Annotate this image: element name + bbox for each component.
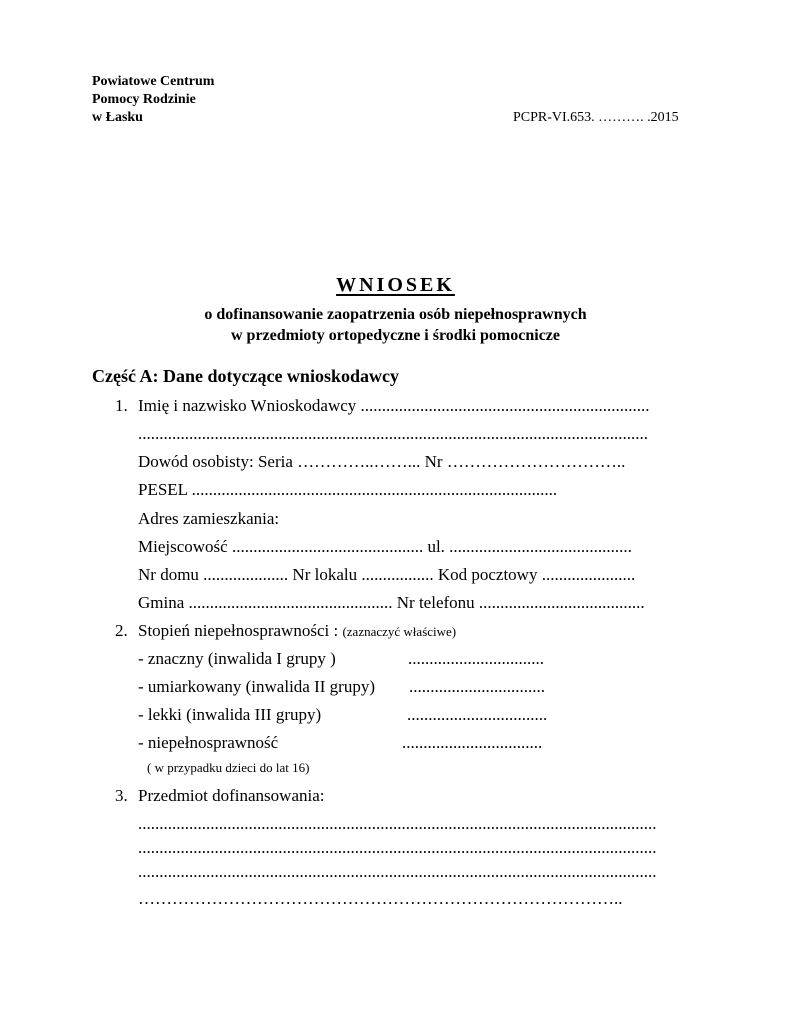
disability-degree-note: (zaznaczyć właściwe) xyxy=(342,624,457,639)
document-title: WNIOSEK xyxy=(336,274,455,296)
institution-name-line-1: Powiatowe Centrum xyxy=(92,74,215,89)
applicant-name-field[interactable]: Imię i nazwisko Wnioskodawcy .................................................................... xyxy=(138,396,650,415)
house-lot-postal-field[interactable]: Nr domu .................... Nr lokalu ................. Kod pocztowy ...................... xyxy=(138,565,636,584)
subsidy-item-field-3[interactable]: .......................................................................................................................... xyxy=(138,862,657,881)
subsidy-item-field-2[interactable]: .......................................................................................................................... xyxy=(138,838,657,857)
disability-degree-text: Stopień niepełnosprawności : xyxy=(138,621,339,640)
disability-degree-label xyxy=(138,621,456,641)
commune-phone-field[interactable]: Gmina ................................................ Nr telefonu ....................................... xyxy=(138,593,645,612)
item-3-number: 3. xyxy=(115,786,128,805)
item-1-number: 1. xyxy=(115,396,128,415)
degree-significant-label: - znaczny (inwalida I grupy ) xyxy=(138,649,336,668)
part-a-heading: Część A: Dane dotyczące wnioskodawcy xyxy=(92,366,399,386)
subsidy-item-field-4[interactable]: ………………………………………………………………………….. xyxy=(138,889,623,908)
degree-light-label: - lekki (inwalida III grupy) xyxy=(138,705,322,724)
degree-disability-field[interactable]: ................................. xyxy=(402,733,543,752)
address-label: Adres zamieszkania: xyxy=(138,509,280,528)
subtitle-line-2: w przedmioty ortopedyczne i środki pomocnicze xyxy=(231,327,560,344)
degree-disability-label: - niepełnosprawność xyxy=(138,733,279,752)
city-street-field[interactable]: Miejscowość ............................................. ul. ........................................... xyxy=(138,537,632,556)
degree-significant-field[interactable]: ................................ xyxy=(408,649,544,668)
institution-name-line-2: Pomocy Rodzinie xyxy=(92,92,196,107)
applicant-name-continuation-field[interactable]: ........................................................................................................................ xyxy=(138,424,648,443)
subsidy-item-field-1[interactable]: .......................................................................................................................... xyxy=(138,814,657,833)
subtitle-line-1: o dofinansowanie zaopatrzenia osób niepełnosprawnych xyxy=(204,306,587,323)
institution-name-line-3: w Łasku xyxy=(92,110,143,125)
children-note: ( w przypadku dzieci do lat 16) xyxy=(147,760,310,775)
pesel-field[interactable]: PESEL ...................................................................................... xyxy=(138,480,558,499)
reference-number: PCPR-VI.653. ………. .2015 xyxy=(513,110,679,125)
item-2-number: 2. xyxy=(115,621,128,640)
degree-light-field[interactable]: ................................. xyxy=(407,705,548,724)
id-card-field[interactable]: Dowód osobisty: Seria …………..……... Nr ………………………….. xyxy=(138,452,626,471)
degree-moderate-label: - umiarkowany (inwalida II grupy) xyxy=(138,677,375,696)
subsidy-item-label: Przedmiot dofinansowania: xyxy=(138,786,325,805)
degree-moderate-field[interactable]: ................................ xyxy=(409,677,545,696)
